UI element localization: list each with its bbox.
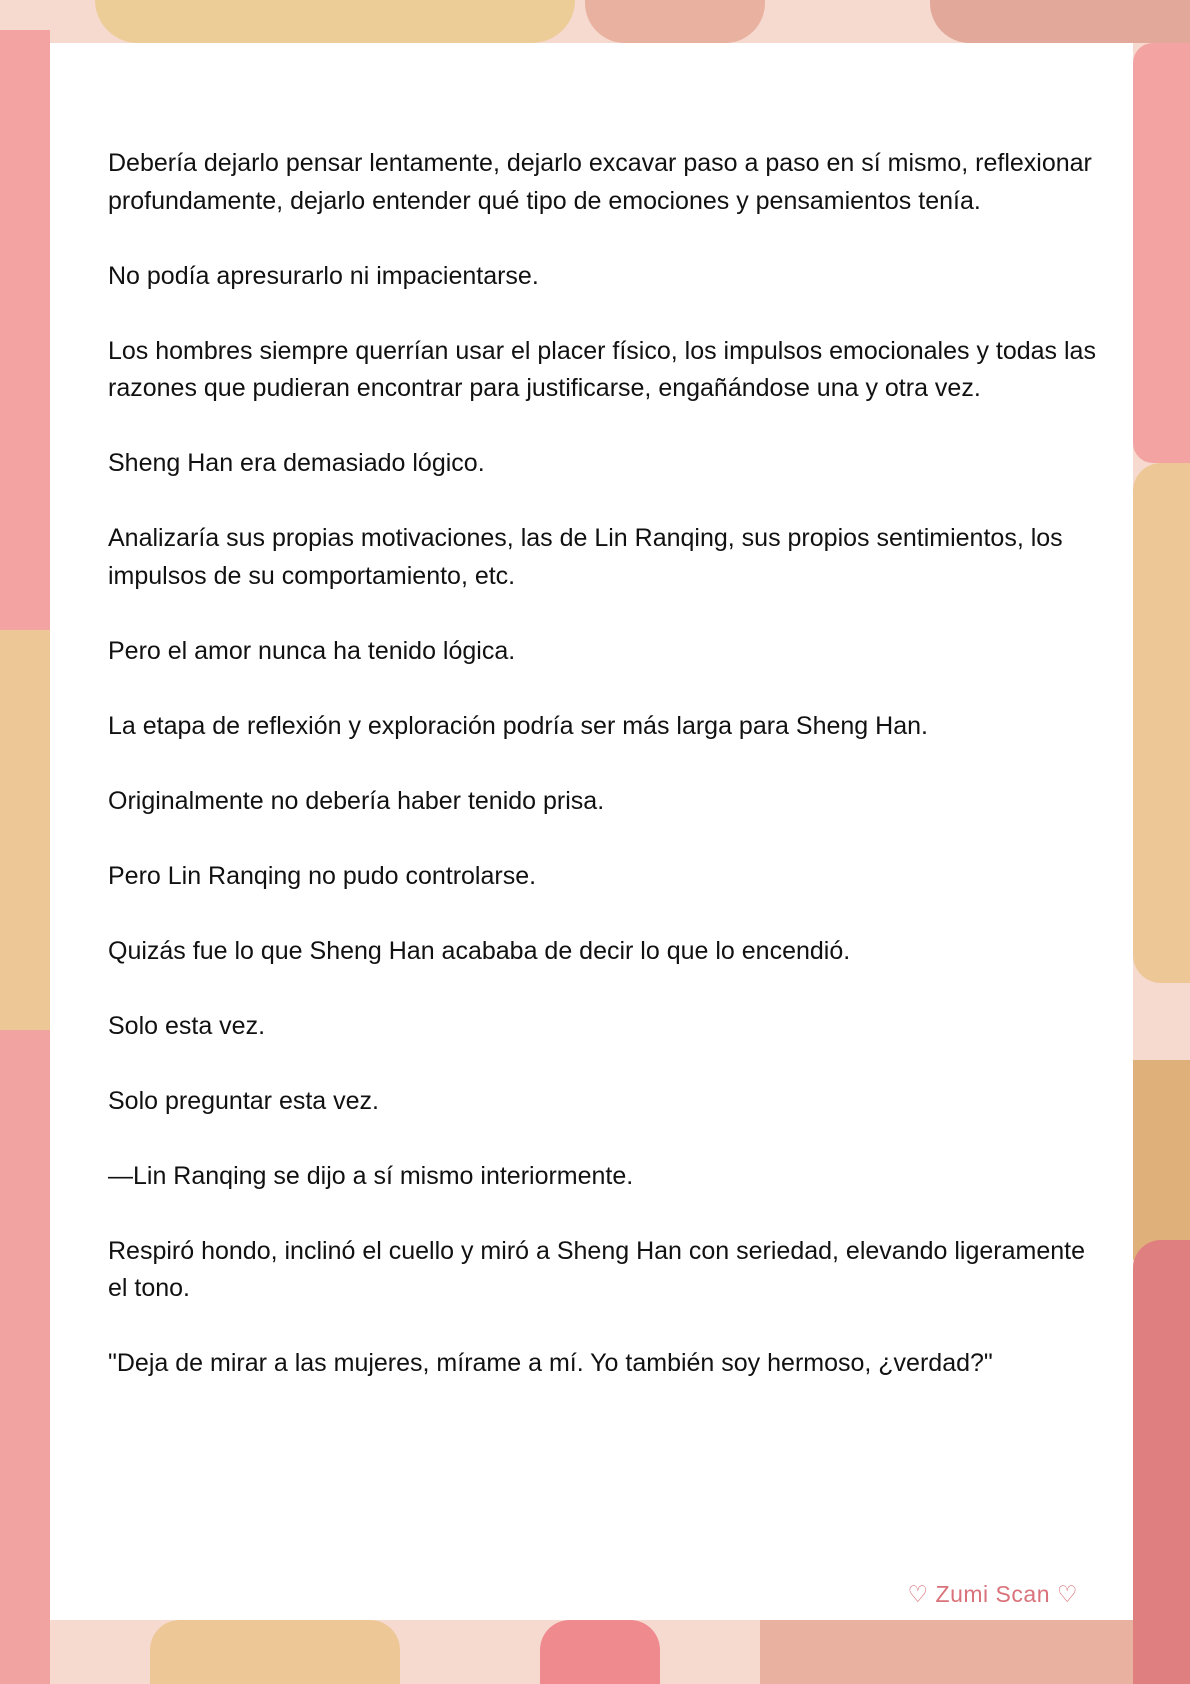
paragraph: Solo esta vez. [108, 1011, 266, 1040]
paragraph: Respiró hondo, inclinó el cuello y miró a Sheng Han con seriedad, elevando ligeramente el tono. [108, 1236, 1085, 1302]
paragraph: Sheng Han era demasiado lógico. [108, 449, 485, 477]
page-panel [50, 43, 1133, 1620]
paragraph: —Lin Ranqing se dijo a sí mismo interiormente. [108, 1161, 634, 1190]
paragraph: "Deja de mirar a las mujeres, mírame a mí. Yo también soy hermoso, ¿verdad?" [108, 1349, 993, 1377]
decor-shape [95, 0, 575, 43]
paragraph: Analizaría sus propias motivaciones, las de Lin Ranqing, sus propios sentimientos, los impulsos de su comportamiento, etc. [108, 524, 1063, 590]
paragraph: Originalmente no debería haber tenido prisa. [108, 786, 605, 815]
scanlation-credit: ♡ Zumi Scan ♡ [907, 1581, 1078, 1607]
decor-shape [150, 1620, 400, 1684]
chapter-text [108, 145, 1108, 1420]
decor-shape [0, 630, 50, 1030]
paragraph: Solo preguntar esta vez. [108, 1086, 379, 1115]
decor-shape [1133, 1060, 1190, 1260]
paragraph: Pero el amor nunca ha tenido lógica. [108, 636, 516, 665]
paragraph: Los hombres siempre querrían usar el placer físico, los impulsos emocionales y todas las razones que pudieran encontrar para justificarse, engañándose una y otra vez. [108, 336, 1096, 402]
paragraph: Pero Lin Ranqing no pudo controlarse. [108, 861, 537, 890]
paragraph: Debería dejarlo pensar lentamente, dejarlo excavar paso a paso en sí mismo, reflexionar profundamente, dejarlo entender qué tipo de emociones y pensamientos tenía. [108, 149, 1092, 215]
decor-shape [930, 0, 1190, 43]
decor-shape [1133, 1240, 1190, 1684]
decor-shape [585, 0, 765, 43]
decor-shape [0, 30, 50, 630]
paragraph: Quizás fue lo que Sheng Han acababa de decir lo que lo encendió. [108, 936, 851, 965]
paragraph: La etapa de reflexión y exploración podría ser más larga para Sheng Han. [108, 711, 928, 740]
decor-shape [1133, 463, 1190, 983]
decor-shape [540, 1620, 660, 1684]
decor-shape [1133, 43, 1190, 463]
decor-shape [760, 1620, 1133, 1684]
decor-shape [0, 1030, 50, 1684]
paragraph: No podía apresurarlo ni impacientarse. [108, 261, 539, 290]
